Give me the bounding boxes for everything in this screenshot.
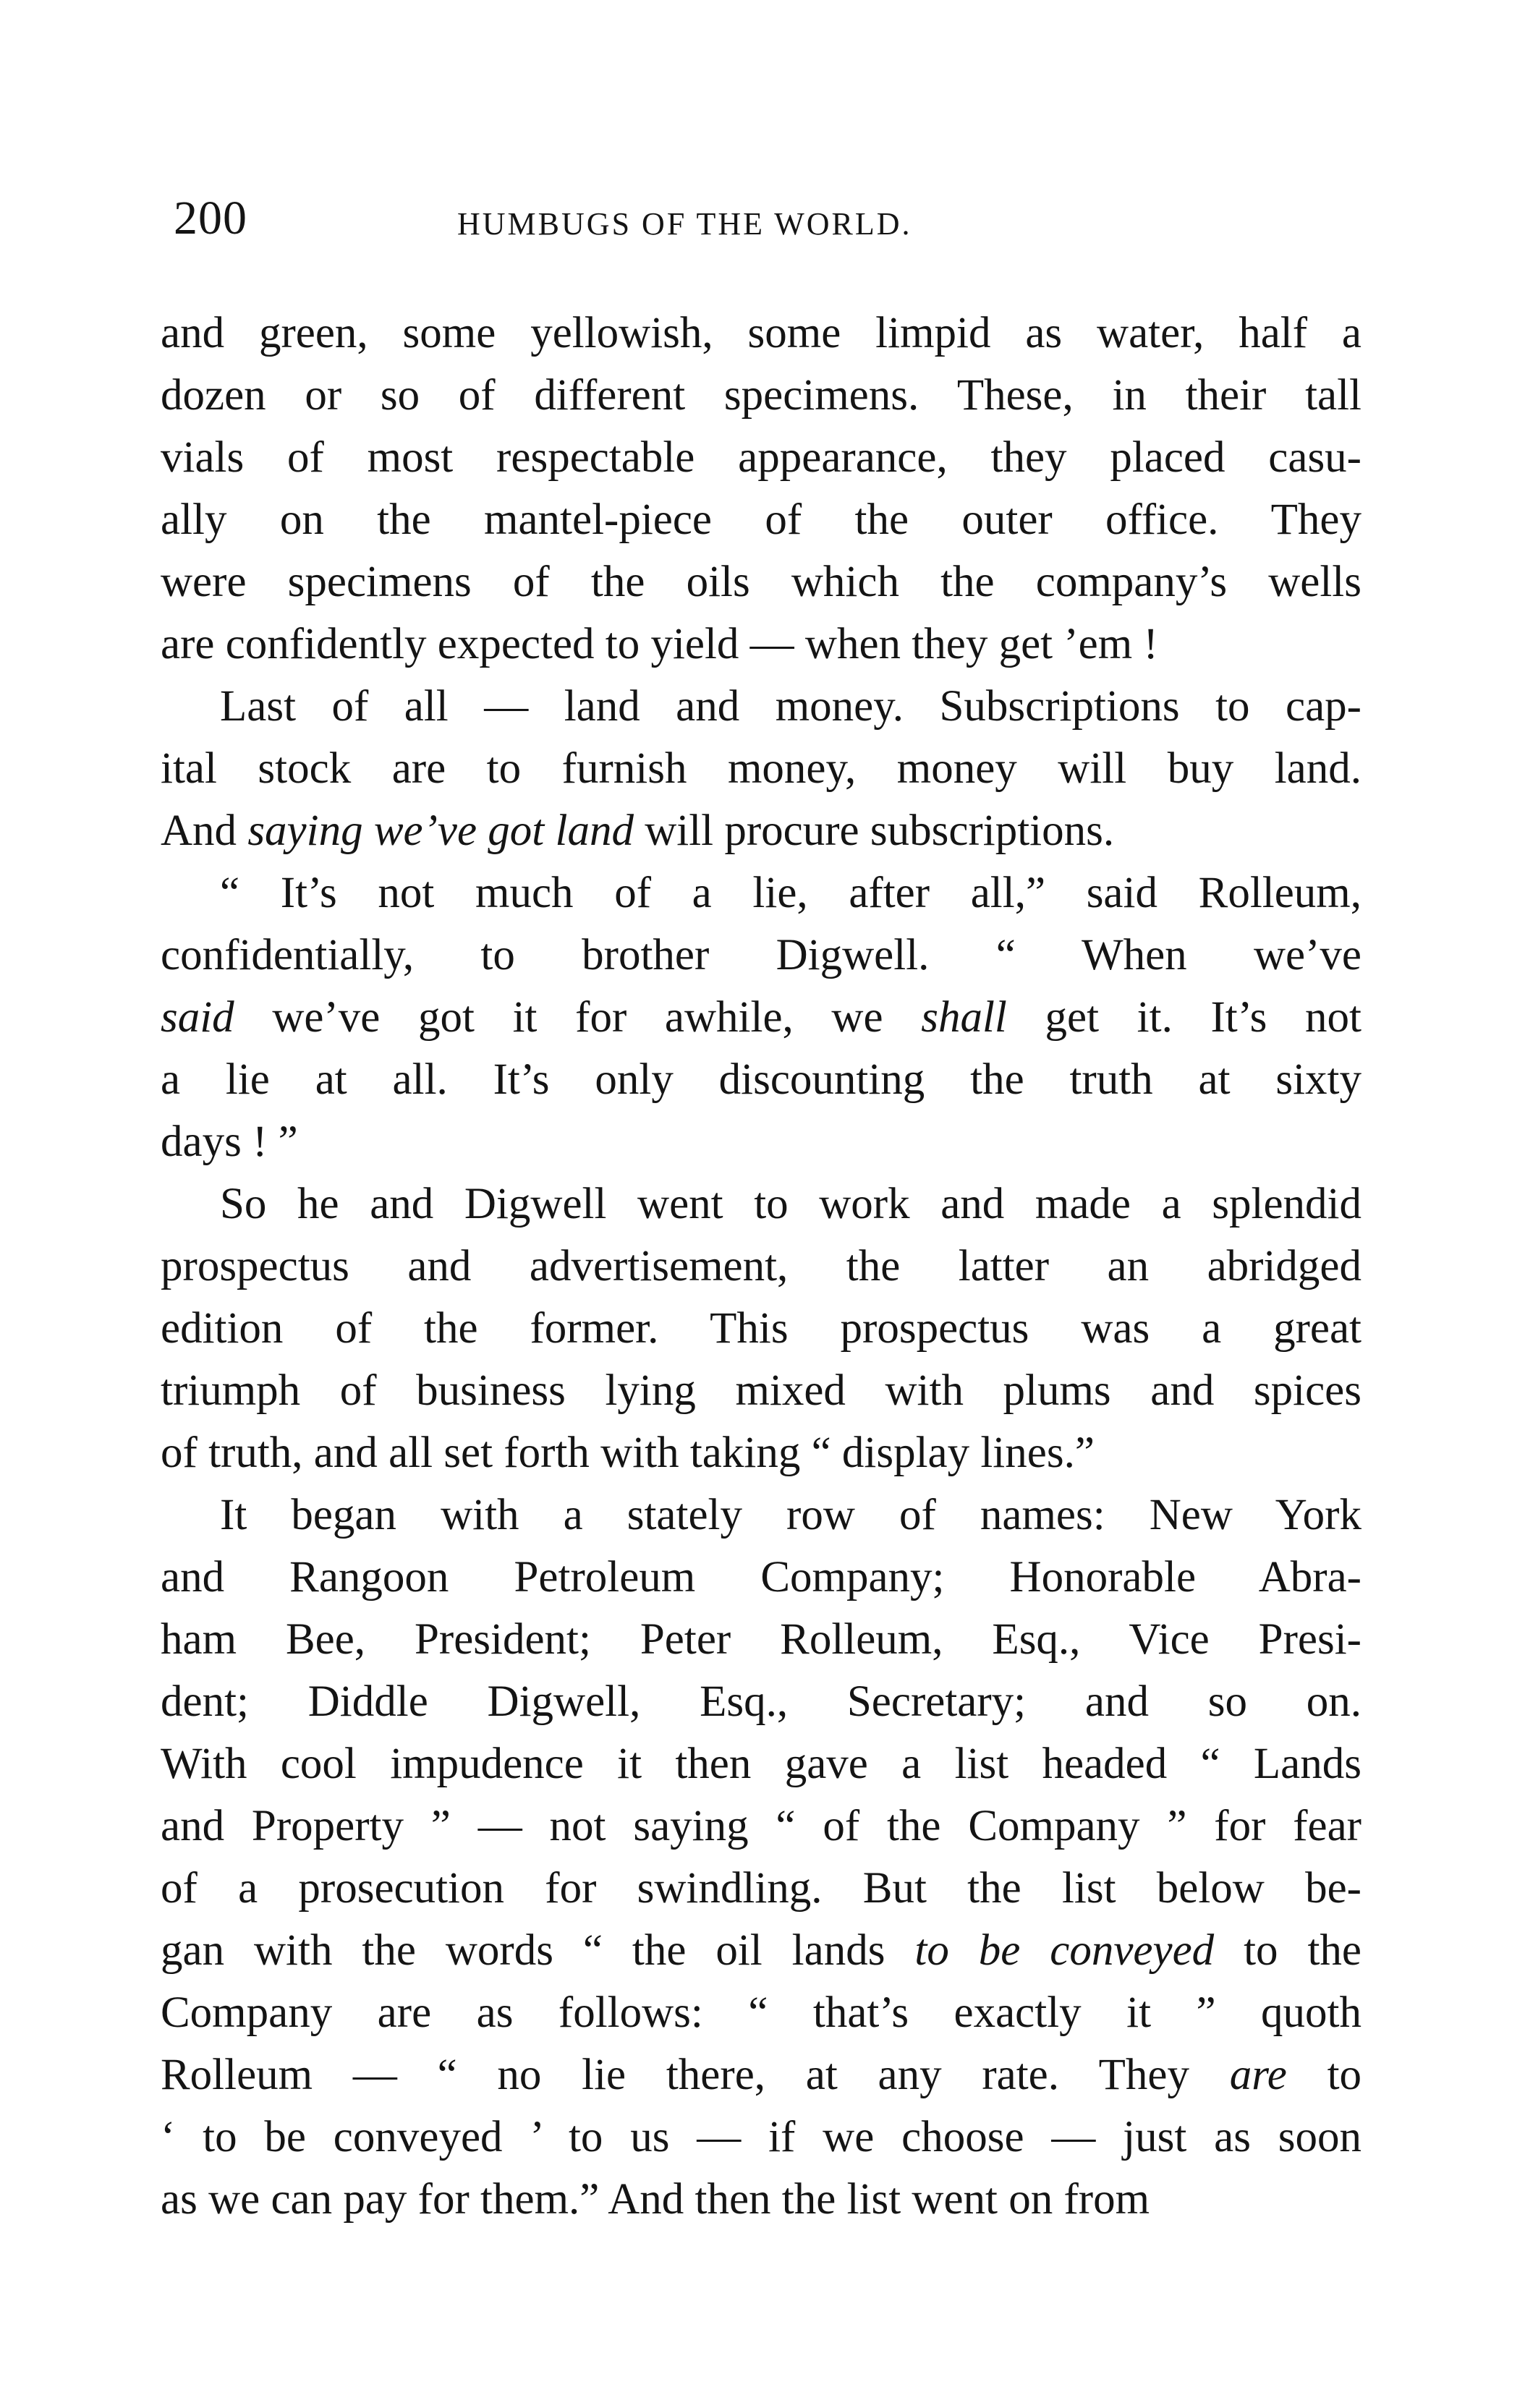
italic-word: said [161,993,234,1042]
text-fragment: will procure [645,807,859,855]
text-line: Company are as follows: “ that’s exactly it ” quoth [161,1988,1362,2037]
text-line: dozen or so of different specimens. These, in their tall [161,371,1362,420]
text-line: ital stock are to furnish money, money will buy land. [161,744,1362,793]
text-line: and Property ” — not saying “ of the Company ” for fear [161,1802,1362,1850]
italic-phrase: to be conveyed [914,1926,1215,1975]
text-line: ‘ to be conveyed ’ to us — if we choose — just as soon [161,2113,1362,2161]
text-fragment: get it. It’s not [1045,993,1362,1042]
text-line: ally on the mantel-piece of the outer office. They [161,495,1362,544]
text-line: and green, some yellowish, some limpid as water, half a [161,309,1362,357]
italic-word: are [1229,2051,1287,2099]
text-line: days ! ” [161,1118,298,1166]
text-line: triumph of business lying mixed with plums and spices [161,1366,1362,1415]
text-line: It began with a stately row of names: New York [220,1491,1362,1539]
running-head [168,190,1354,247]
text-line: vials of most respectable appearance, they placed casu- [161,433,1362,482]
text-line: With cool impudence it then gave a list headed “ Lands [161,1740,1362,1788]
body-text [161,302,1362,2231]
text-fragment: Rolleum — “ no lie there, at any rate. They [161,2051,1189,2099]
text-line: confidentially, to brother Digwell. “ When we’ve [161,931,1362,979]
text-line [161,1920,1362,1982]
text-fragment: to [1327,2051,1362,2099]
italic-word: shall [921,993,1007,1042]
text-fragment: subscriptions. [870,807,1115,855]
text-line: dent; Diddle Digwell, Esq., Secretary; and so on. [161,1677,1362,1726]
text-line: So he and Digwell went to work and made a splendid [220,1180,1362,1228]
text-line [161,800,1362,862]
text-line: as we can pay for them.” And then the list went on from [161,2175,1150,2224]
text-fragment: And [161,807,237,855]
text-line [161,987,1362,1049]
text-line: of truth, and all set forth with taking “ display lines.” [161,1429,1095,1477]
text-line: edition of the former. This prospectus was a great [161,1304,1362,1353]
text-fragment: the [1307,1926,1362,1975]
page-number: 200 [174,192,247,244]
text-fragment: gan with the words “ the oil lands [161,1926,885,1975]
text-line [161,2044,1362,2106]
text-line: Last of all — land and money. Subscriptions to cap- [220,682,1362,731]
text-fragment: to [1244,1926,1278,1975]
text-line: “ It’s not much of a lie, after all,” said Rolleum, [220,869,1362,917]
text-line: prospectus and advertisement, the latter an abridged [161,1242,1362,1290]
italic-phrase: saying we’ve got land [247,807,634,855]
text-line: ham Bee, President; Peter Rolleum, Esq., Vice Presi- [161,1615,1362,1664]
running-title: HUMBUGS OF THE WORLD. [457,206,912,242]
text-line: are confidently expected to yield — when they get ’em ! [161,620,1158,668]
text-fragment: we’ve got it for awhile, we [272,993,883,1042]
text-line: and Rangoon Petroleum Company; Honorable Abra- [161,1553,1362,1601]
text-line: a lie at all. It’s only discounting the truth at sixty [161,1055,1362,1104]
text-line: of a prosecution for swindling. But the list below be- [161,1864,1362,1913]
text-line: were specimens of the oils which the company’s wells [161,558,1362,606]
